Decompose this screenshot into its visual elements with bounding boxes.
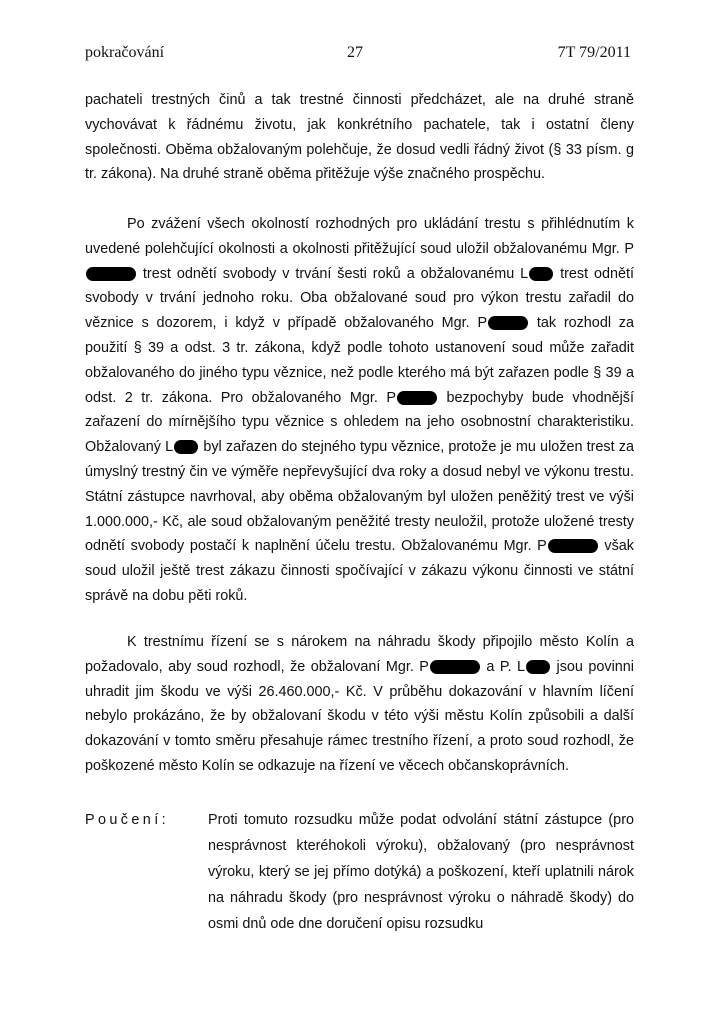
page-number: 27 xyxy=(347,44,363,61)
text-segment: Po zvážení všech okolností rozhodných pro ukládání trestu s přihlédnutím k uvedené polehčující okolnosti a okolnosti přitěžující soud uložil obžalovanému Mgr. P xyxy=(85,216,634,257)
paragraph-damages-claim xyxy=(85,630,634,779)
text-segment: jsou povinni uhradit jim škodu ve výši 26.460.000,- Kč. V průběhu dokazování v hlavním líčení nebylo prokázáno, že by obžalovaní škodu v této výši městu Kolín způsobili a další dokazování v tomto směru přesahuje rámec trestního řízení, a proto soud rozhodl, že poškozené město Kolín se odkazuje na řízení ve věcech občanskoprávních. xyxy=(85,658,634,774)
instruction-label: Poučení: xyxy=(85,812,170,828)
redaction-mark xyxy=(174,440,198,454)
text-segment: byl zařazen do stejného typu věznice, protože je mu uložen trest za úmyslný trestný čin ve výměře nepřevyšující dva roky a dosud nebyl ve výkonu trestu. Státní zástupce navrhoval, aby oběma obžalovaným byl uložen peněžitý trest ve výši 1.000.000,- Kč, ale soud obžalovaným peněžité tresty neuložil, protože uložené tresty odnětí svobody postačí k naplnění účelu trestu. Obžalovanému Mgr. P xyxy=(85,439,634,555)
text-segment: bezpochyby bude vhodnější zařazení do mírnějšího typu věznice s ohledem na jeho osobnostní charakteristiku. Obžalovaný L xyxy=(85,389,634,456)
text-segment: trest odnětí svobody v trvání šesti roků a obžalovanému L xyxy=(137,265,529,282)
redaction-mark xyxy=(86,267,136,281)
redaction-mark xyxy=(397,391,437,405)
paragraph-sentencing-considerations: pachateli trestných činů a tak trestné činnosti předcházet, ale na druhé straně vychovávat k řádnému životu, jak konkrétního pachatele, tak i ostatní členy společnosti. Oběma obžalovaným polehčuje, že dosud vedli řádný život (§ 33 písm. g tr. zákona). Na druhé straně oběma přitěžuje výše značného prospěchu. xyxy=(85,92,634,183)
redaction-mark xyxy=(488,316,528,330)
text-segment: K trestnímu řízení se s nárokem na náhradu škody připojilo město Kolín a požadovalo, aby soud rozhodl, že obžalovaní Mgr. P xyxy=(85,634,634,675)
text-segment: tak rozhodl za použití § 39 a odst. 3 tr. zákona, když podle tohoto ustanovení soud může zařadit obžalovaného do jiného typu věznice, než podle kterého má být zařazen podle § 39 a odst. 2 tr. zákona. Pro obžalovaného Mgr. P xyxy=(85,315,634,406)
instruction-text: Proti tomuto rozsudku může podat odvolání státní zástupce (pro nesprávnost kteréhokoli výroku), obžalovaný (pro nesprávnost výroku, který se jej přímo dotýká) a poškození, kteří uplatnili nárok na náhradu škody (pro nesprávnost výroku o náhradě škody) do osmi dnů ode dne doručení opisu rozsudku xyxy=(208,812,634,932)
redaction-mark xyxy=(548,539,598,553)
page-header xyxy=(85,44,631,68)
text-segment: však soud uložil ještě trest zákazu činnosti spočívající v zákazu výkonu činnosti ve státní správě na dobu pěti roků. xyxy=(85,538,634,604)
text-segment: a P. L xyxy=(480,658,526,675)
appeal-instruction xyxy=(85,807,634,937)
text-segment: trest odnětí svobody v trvání jednoho roku. Oba obžalované soud pro výkon trestu zařadil do věznice s dozorem, i když v případě obžalovaného Mgr. P xyxy=(85,265,634,332)
redaction-mark xyxy=(526,660,550,674)
case-number: 7T 79/2011 xyxy=(557,44,631,61)
header-continuation: pokračování xyxy=(85,44,165,61)
redaction-mark xyxy=(529,267,553,281)
paragraph-sentences-imposed xyxy=(85,212,634,609)
redaction-mark xyxy=(430,660,480,674)
